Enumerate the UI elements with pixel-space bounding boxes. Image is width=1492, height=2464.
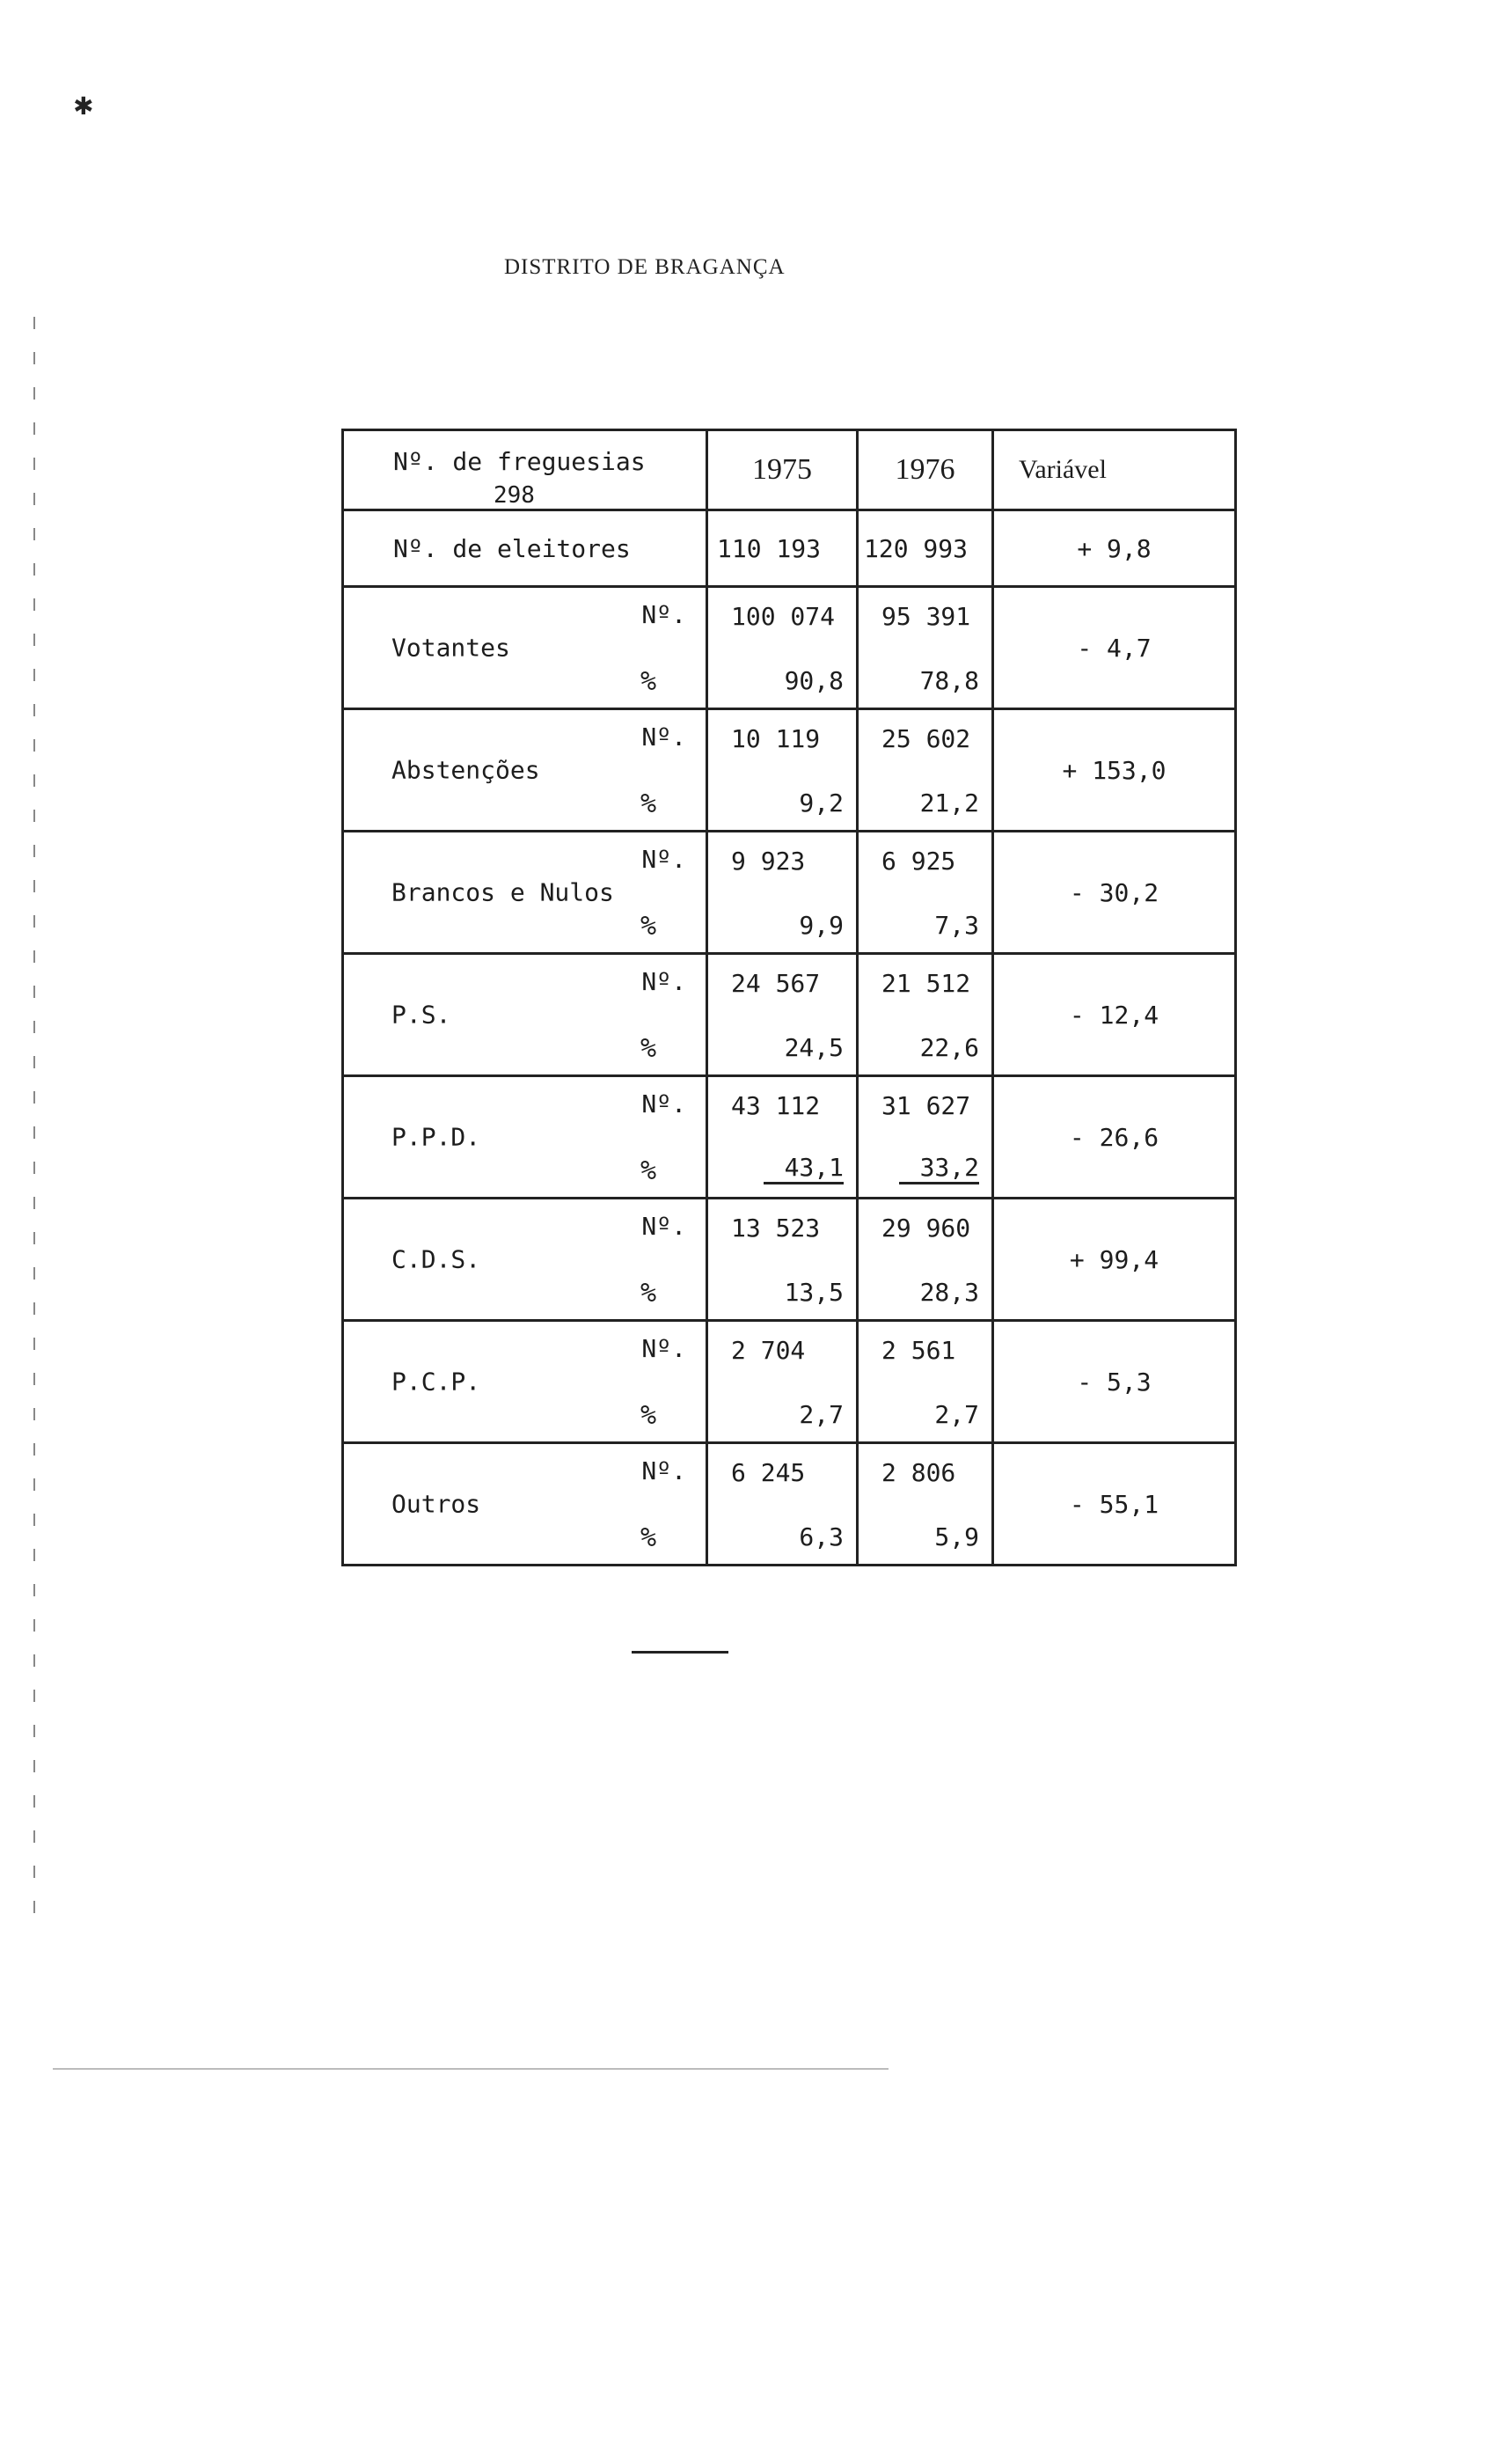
percent-1976: 78,8 [919,666,979,695]
row-label: Abstenções [391,755,540,785]
percent-label: % [640,788,656,819]
variavel-value: - 30,2 [993,832,1236,954]
number-label: Nº. [641,967,686,996]
row-label-cell [343,1443,707,1566]
freguesias-count: 298 [494,482,535,509]
row-label: C.D.S. [391,1244,481,1274]
row-label: Brancos e Nulos [391,877,614,907]
row-label-cell [343,832,707,954]
cell-1976 [858,954,993,1076]
number-label: Nº. [641,845,686,874]
row-label-cell [343,587,707,709]
count-1976: 2 561 [881,1336,956,1365]
count-1975: 9 923 [731,847,806,876]
cell-1976 [858,1443,993,1566]
cell-1975 [707,709,858,832]
percent-label: % [640,911,656,942]
handwritten-mark: ✱ [74,86,93,122]
header-row [343,430,1236,510]
variavel-value: + 99,4 [993,1199,1236,1321]
percent-1975: 2,7 [799,1400,844,1429]
row-label: P.P.D. [391,1122,481,1152]
cell-1975 [707,1199,858,1321]
table-row [343,709,1236,832]
number-label: Nº. [641,722,686,752]
cell-1976 [858,832,993,954]
percent-1975: 9,2 [799,788,844,818]
table-row [343,1321,1236,1443]
number-label: Nº. [641,1456,686,1485]
table-row [343,1076,1236,1199]
count-1975: 24 567 [731,969,821,998]
variavel-value: - 4,7 [993,587,1236,709]
cell-1975 [707,587,858,709]
percent-1975: 43,1 [764,1153,844,1184]
percent-1976: 2,7 [934,1400,979,1429]
cell-1976 [858,1076,993,1199]
count-1976: 2 806 [881,1458,956,1487]
row-label-cell [343,1199,707,1321]
variavel-value: - 26,6 [993,1076,1236,1199]
count-1975: 2 704 [731,1336,806,1365]
count-1975: 100 074 [731,602,836,631]
number-label: Nº. [641,1212,686,1241]
percent-1975: 9,9 [799,911,844,940]
eleitores-1976: 120 993 [858,510,993,587]
cell-1975 [707,832,858,954]
variavel-value: - 12,4 [993,954,1236,1076]
count-1975: 13 523 [731,1214,821,1243]
table-row [343,1199,1236,1321]
cell-1975 [707,1076,858,1199]
table-row [343,832,1236,954]
percent-label: % [640,1400,656,1431]
percent-1976: 7,3 [934,911,979,940]
freguesias-label: Nº. de freguesias [393,446,646,476]
percent-1975: 13,5 [784,1278,844,1307]
count-1975: 10 119 [731,724,821,753]
count-1976: 21 512 [881,969,971,998]
row-label-cell [343,1076,707,1199]
left-margin-binding-marks [33,317,35,1936]
count-1975: 6 245 [731,1458,806,1487]
closing-underline [632,1651,728,1654]
percent-1975: 6,3 [799,1522,844,1551]
percent-label: % [640,1522,656,1553]
eleitores-row [343,510,1236,587]
percent-label: % [640,1155,656,1186]
percent-label: % [640,666,656,697]
cell-1975 [707,1321,858,1443]
row-label: P.C.P. [391,1367,481,1397]
page-title: DISTRITO DE BRAGANÇA [504,255,786,279]
variavel-value: - 5,3 [993,1321,1236,1443]
eleitores-variavel: + 9,8 [993,510,1236,587]
cell-1975 [707,954,858,1076]
count-1976: 95 391 [881,602,971,631]
percent-label: % [640,1033,656,1064]
eleitores-label: Nº. de eleitores [343,510,707,587]
percent-1975: 24,5 [784,1033,844,1062]
variavel-header: Variável [993,430,1236,510]
table-row [343,587,1236,709]
count-1976: 25 602 [881,724,971,753]
count-1976: 31 627 [881,1091,971,1120]
page-bottom-rule [53,2068,889,2070]
percent-1976: 5,9 [934,1522,979,1551]
row-label-cell [343,1321,707,1443]
number-label: Nº. [641,1334,686,1363]
count-1976: 29 960 [881,1214,971,1243]
cell-1976 [858,709,993,832]
percent-1975: 90,8 [784,666,844,695]
cell-1976 [858,587,993,709]
cell-1975 [707,1443,858,1566]
cell-1976 [858,1321,993,1443]
number-label: Nº. [641,600,686,629]
year-1976-header: 1976 [858,430,993,510]
variavel-value: + 153,0 [993,709,1236,832]
row-label: Votantes [391,633,510,663]
row-label: Outros [391,1489,481,1519]
percent-1976: 33,2 [899,1153,979,1184]
table-row [343,1443,1236,1566]
percent-1976: 22,6 [919,1033,979,1062]
count-1976: 6 925 [881,847,956,876]
row-label: P.S. [391,1000,451,1030]
row-label-cell [343,709,707,832]
table-row [343,954,1236,1076]
cell-1976 [858,1199,993,1321]
percent-1976: 28,3 [919,1278,979,1307]
year-1975-header: 1975 [707,430,858,510]
eleitores-1975: 110 193 [707,510,858,587]
count-1975: 43 112 [731,1091,821,1120]
row-label-cell [343,954,707,1076]
variavel-value: - 55,1 [993,1443,1236,1566]
freguesias-cell [343,430,707,510]
percent-1976: 21,2 [919,788,979,818]
election-results-table [341,429,1237,1566]
percent-label: % [640,1278,656,1309]
number-label: Nº. [641,1089,686,1118]
